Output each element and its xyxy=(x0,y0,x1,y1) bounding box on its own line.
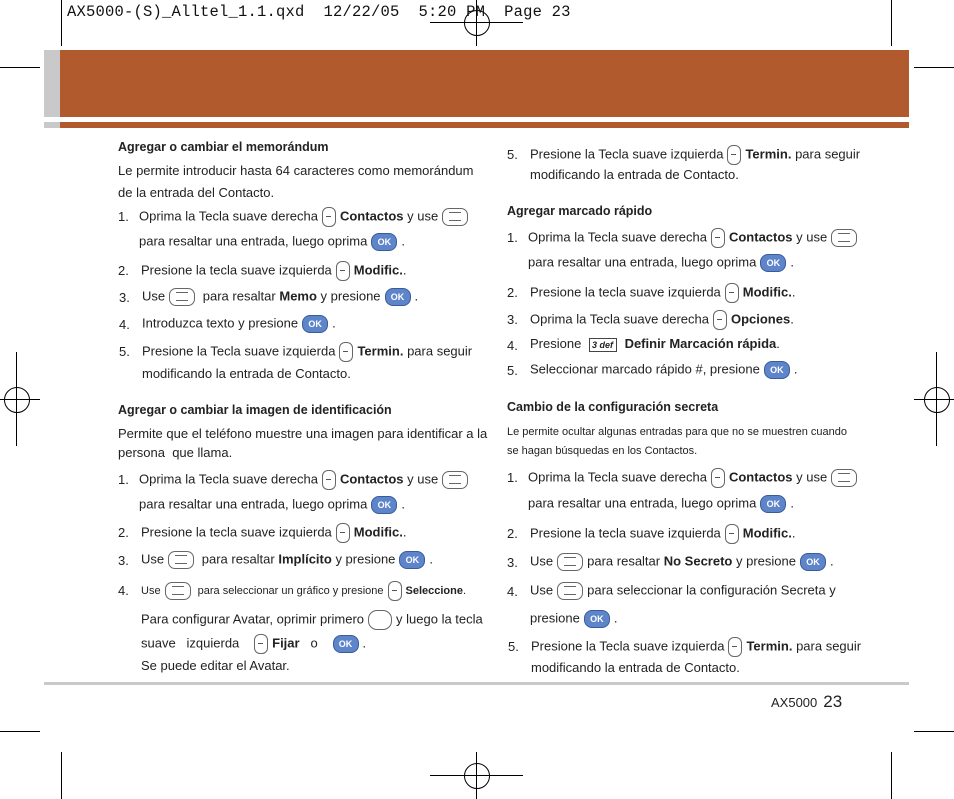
left-soft-key-icon xyxy=(336,523,350,543)
step-4 xyxy=(141,581,466,601)
navigation-key-icon xyxy=(165,582,191,600)
left-soft-key-icon xyxy=(725,283,739,303)
step-2 xyxy=(530,524,796,544)
footer-rule xyxy=(44,682,909,685)
step-text: para resaltar una entrada, luego oprima xyxy=(528,254,757,270)
step-bold: Modific. xyxy=(353,262,403,278)
step-bold: Fijar xyxy=(272,635,300,651)
step-5-cont: modificando la entrada de Contacto. xyxy=(531,660,740,675)
step-bold: Termin. xyxy=(746,638,793,654)
step-2 xyxy=(530,283,796,303)
step-text: Presione la Tecla suave izquierda xyxy=(531,638,725,654)
step-text: Use xyxy=(142,288,166,304)
step-5 xyxy=(142,342,472,362)
step-text: y use xyxy=(407,471,439,487)
step-bold: Modific. xyxy=(353,524,403,540)
step-3 xyxy=(530,553,834,571)
step-4-cont: Se puede editar el Avatar. xyxy=(141,658,290,673)
step-bold: Contactos xyxy=(728,229,793,245)
section-heading: Cambio de la configuración secreta xyxy=(507,400,719,414)
step-text: para seguir xyxy=(407,343,473,359)
step-4-cont xyxy=(530,610,618,628)
step-5 xyxy=(530,145,860,165)
ok-key-icon: OK xyxy=(333,635,359,653)
crop-mark xyxy=(61,752,62,799)
section-heading: Agregar o cambiar el memorándum xyxy=(118,140,329,154)
step-text: Seleccionar marcado rápido #, presione xyxy=(530,361,760,377)
step-text: para seguir xyxy=(795,146,861,162)
page-footer xyxy=(771,692,842,712)
step-number: 3. xyxy=(507,312,518,327)
step-1 xyxy=(528,468,861,488)
left-soft-key-icon xyxy=(725,524,739,544)
step-text: . xyxy=(791,284,796,300)
step-number: 4. xyxy=(507,338,518,353)
header-band xyxy=(60,50,909,117)
step-bold: Definir Marcación rápida xyxy=(624,336,777,351)
step-bold: Memo xyxy=(279,288,317,304)
step-number: 2. xyxy=(118,263,129,278)
left-soft-key-icon xyxy=(728,637,742,657)
ok-key-icon: OK xyxy=(764,361,790,379)
header-rule xyxy=(60,122,909,128)
ok-key-icon: OK xyxy=(584,610,610,628)
step-text: Use xyxy=(530,553,554,569)
step-bold: Implícito xyxy=(278,551,332,567)
step-text: Oprima la Tecla suave derecha xyxy=(528,469,707,485)
navigation-key-icon xyxy=(557,553,583,571)
step-5 xyxy=(531,637,861,657)
step-4 xyxy=(530,582,836,600)
step-1-cont xyxy=(139,233,405,251)
center-key-icon xyxy=(368,610,392,630)
paragraph: de la entrada del Contacto. xyxy=(118,185,275,200)
step-1 xyxy=(139,207,472,227)
step-text: . xyxy=(790,495,794,511)
step-bold: Termin. xyxy=(745,146,792,162)
step-number: 2. xyxy=(507,526,518,541)
navigation-key-icon xyxy=(557,582,583,600)
left-soft-key-icon xyxy=(254,634,268,654)
step-text: . xyxy=(401,233,405,249)
step-text: para resaltar una entrada, luego oprima xyxy=(528,495,757,511)
ok-key-icon: OK xyxy=(371,496,397,514)
step-1-cont xyxy=(528,254,794,272)
page-number: 23 xyxy=(823,692,843,711)
paragraph: se hagan búsquedas en los Contactos. xyxy=(507,445,698,457)
step-text: y presione xyxy=(320,288,381,304)
step-1 xyxy=(139,470,472,490)
crop-mark xyxy=(914,731,954,732)
right-soft-key-icon xyxy=(322,470,336,490)
step-text: . xyxy=(401,496,405,512)
section-heading: Agregar o cambiar la imagen de identificación xyxy=(118,403,392,417)
navigation-key-icon xyxy=(831,469,857,487)
navigation-key-icon xyxy=(169,288,195,306)
ok-key-icon: OK xyxy=(760,495,786,513)
step-text: y use xyxy=(407,208,439,224)
paragraph: Le permite ocultar algunas entradas para que no se muestren cuando xyxy=(507,426,847,438)
step-number: 5. xyxy=(119,344,130,359)
step-2 xyxy=(141,523,407,543)
step-text: . xyxy=(793,361,798,377)
step-text: y presione xyxy=(736,553,796,569)
step-number: 1. xyxy=(118,472,129,487)
ok-key-icon: OK xyxy=(760,254,786,272)
left-soft-key-icon xyxy=(339,342,353,362)
step-number: 5. xyxy=(507,363,518,378)
step-text: para resaltar xyxy=(587,553,661,569)
step-number: 1. xyxy=(507,230,518,245)
step-number: 2. xyxy=(507,285,518,300)
navigation-key-icon xyxy=(168,551,194,569)
step-text: Oprima la Tecla suave derecha xyxy=(139,208,318,224)
ok-key-icon: OK xyxy=(302,315,328,333)
right-soft-key-icon xyxy=(388,581,402,601)
step-text: Para configurar Avatar, oprimir primero xyxy=(141,611,365,627)
step-text: Presione la Tecla suave izquierda xyxy=(530,146,724,162)
step-text: para resaltar una entrada, luego oprima xyxy=(139,233,368,249)
step-text: . xyxy=(790,311,794,327)
step-text: suave izquierda xyxy=(141,635,240,651)
step-number: 3. xyxy=(119,290,130,305)
step-1-cont xyxy=(528,495,794,513)
step-text: y use xyxy=(796,229,828,245)
step-text: Oprima la Tecla suave derecha xyxy=(528,229,707,245)
step-text: . xyxy=(362,635,367,651)
header-gray-block xyxy=(44,50,60,117)
step-text: para resaltar xyxy=(202,288,276,304)
crop-mark xyxy=(891,0,892,46)
step-1-cont xyxy=(139,496,405,514)
right-soft-key-icon xyxy=(711,228,725,248)
step-text: para resaltar xyxy=(201,551,275,567)
header-rule-gray xyxy=(44,122,60,128)
step-bold: Seleccione xyxy=(405,584,463,597)
step-text: . xyxy=(790,254,794,270)
left-soft-key-icon xyxy=(727,145,741,165)
key-3-icon: 3 def xyxy=(589,338,617,352)
step-5-cont: modificando la entrada de Contacto. xyxy=(530,167,739,182)
step-5 xyxy=(530,361,797,379)
step-3 xyxy=(142,288,418,306)
ok-key-icon: OK xyxy=(399,551,425,569)
step-text: Use xyxy=(530,582,554,598)
right-soft-key-icon xyxy=(713,310,727,330)
right-soft-key-icon xyxy=(322,207,336,227)
step-3 xyxy=(530,310,794,330)
navigation-key-icon xyxy=(442,471,468,489)
step-text: para seguir xyxy=(796,638,862,654)
paragraph: persona que llama. xyxy=(118,445,233,460)
ok-key-icon: OK xyxy=(371,233,397,251)
ok-key-icon: OK xyxy=(800,553,826,571)
step-text: Use xyxy=(141,551,165,567)
crop-mark xyxy=(891,752,892,799)
step-text: . xyxy=(429,551,434,567)
step-4 xyxy=(530,336,780,352)
step-text: . xyxy=(776,336,780,351)
step-text: . xyxy=(402,524,407,540)
step-bold: No Secreto xyxy=(663,553,733,569)
paragraph: Le permite introducir hasta 64 caracteres como memorándum xyxy=(118,163,474,178)
step-3 xyxy=(141,551,433,569)
crop-mark xyxy=(914,67,954,68)
step-bold: Contactos xyxy=(339,471,404,487)
step-number: 1. xyxy=(507,470,518,485)
step-number: 5. xyxy=(507,147,518,162)
registration-circle xyxy=(464,763,490,789)
step-text: . xyxy=(791,525,796,541)
step-bold: Termin. xyxy=(357,343,404,359)
step-text: Oprima la Tecla suave derecha xyxy=(530,311,709,327)
step-text: y use xyxy=(796,469,828,485)
step-1 xyxy=(528,228,861,248)
file-slug: AX5000-(S)_Alltel_1.1.qxd 12/22/05 5:20 PM Page 23 xyxy=(67,3,571,21)
step-number: 2. xyxy=(118,525,129,540)
section-heading: Agregar marcado rápido xyxy=(507,204,653,218)
step-number: 3. xyxy=(118,553,129,568)
step-text: Oprima la Tecla suave derecha xyxy=(139,471,318,487)
navigation-key-icon xyxy=(831,229,857,247)
right-soft-key-icon xyxy=(711,468,725,488)
step-number: 4. xyxy=(507,584,518,599)
step-5-cont: modificando la entrada de Contacto. xyxy=(142,366,351,381)
step-text: Presione la tecla suave izquierda xyxy=(530,284,721,300)
step-text: . xyxy=(332,315,336,331)
step-number: 5. xyxy=(508,639,519,654)
step-number: 4. xyxy=(118,583,129,598)
step-text: para seleccionar un gráfico y presione xyxy=(197,584,384,597)
step-bold: Modific. xyxy=(742,525,792,541)
step-text: . xyxy=(829,553,834,569)
step-text: presione xyxy=(530,610,580,626)
step-text: Presione xyxy=(530,336,582,351)
step-number: 1. xyxy=(118,209,129,224)
step-text: o xyxy=(310,635,318,651)
step-number: 4. xyxy=(119,317,130,332)
step-bold: Opciones xyxy=(730,311,791,327)
step-bold: Modific. xyxy=(742,284,792,300)
step-text: . xyxy=(402,262,407,278)
model-name: AX5000 xyxy=(771,695,818,710)
crop-mark xyxy=(61,0,62,46)
step-text: para resaltar una entrada, luego oprima xyxy=(139,496,368,512)
ok-key-icon: OK xyxy=(385,288,411,306)
step-text: . xyxy=(613,610,618,626)
crop-mark xyxy=(0,67,40,68)
crop-mark xyxy=(0,731,40,732)
step-text: Use xyxy=(141,584,161,597)
step-4-cont xyxy=(141,610,483,630)
step-bold: Contactos xyxy=(728,469,793,485)
step-text: Presione la tecla suave izquierda xyxy=(530,525,721,541)
step-4-cont xyxy=(141,634,366,654)
registration-circle xyxy=(924,387,950,413)
registration-circle xyxy=(4,387,30,413)
step-text: Introduzca texto y presione xyxy=(142,315,299,331)
step-2 xyxy=(141,261,407,281)
step-number: 3. xyxy=(507,555,518,570)
paragraph: Permite que el teléfono muestre una imagen para identificar a la xyxy=(118,426,488,441)
step-text: y luego la tecla xyxy=(396,611,483,627)
step-text: Presione la tecla suave izquierda xyxy=(141,262,332,278)
step-text: . xyxy=(414,288,419,304)
left-soft-key-icon xyxy=(336,261,350,281)
step-text: Presione la tecla suave izquierda xyxy=(141,524,332,540)
step-text: para seleccionar la configuración Secreta y xyxy=(587,582,836,598)
step-4 xyxy=(142,315,336,333)
navigation-key-icon xyxy=(442,208,468,226)
step-text: Presione la Tecla suave izquierda xyxy=(142,343,336,359)
step-text: y presione xyxy=(335,551,396,567)
step-text: . xyxy=(463,584,467,597)
step-bold: Contactos xyxy=(339,208,404,224)
